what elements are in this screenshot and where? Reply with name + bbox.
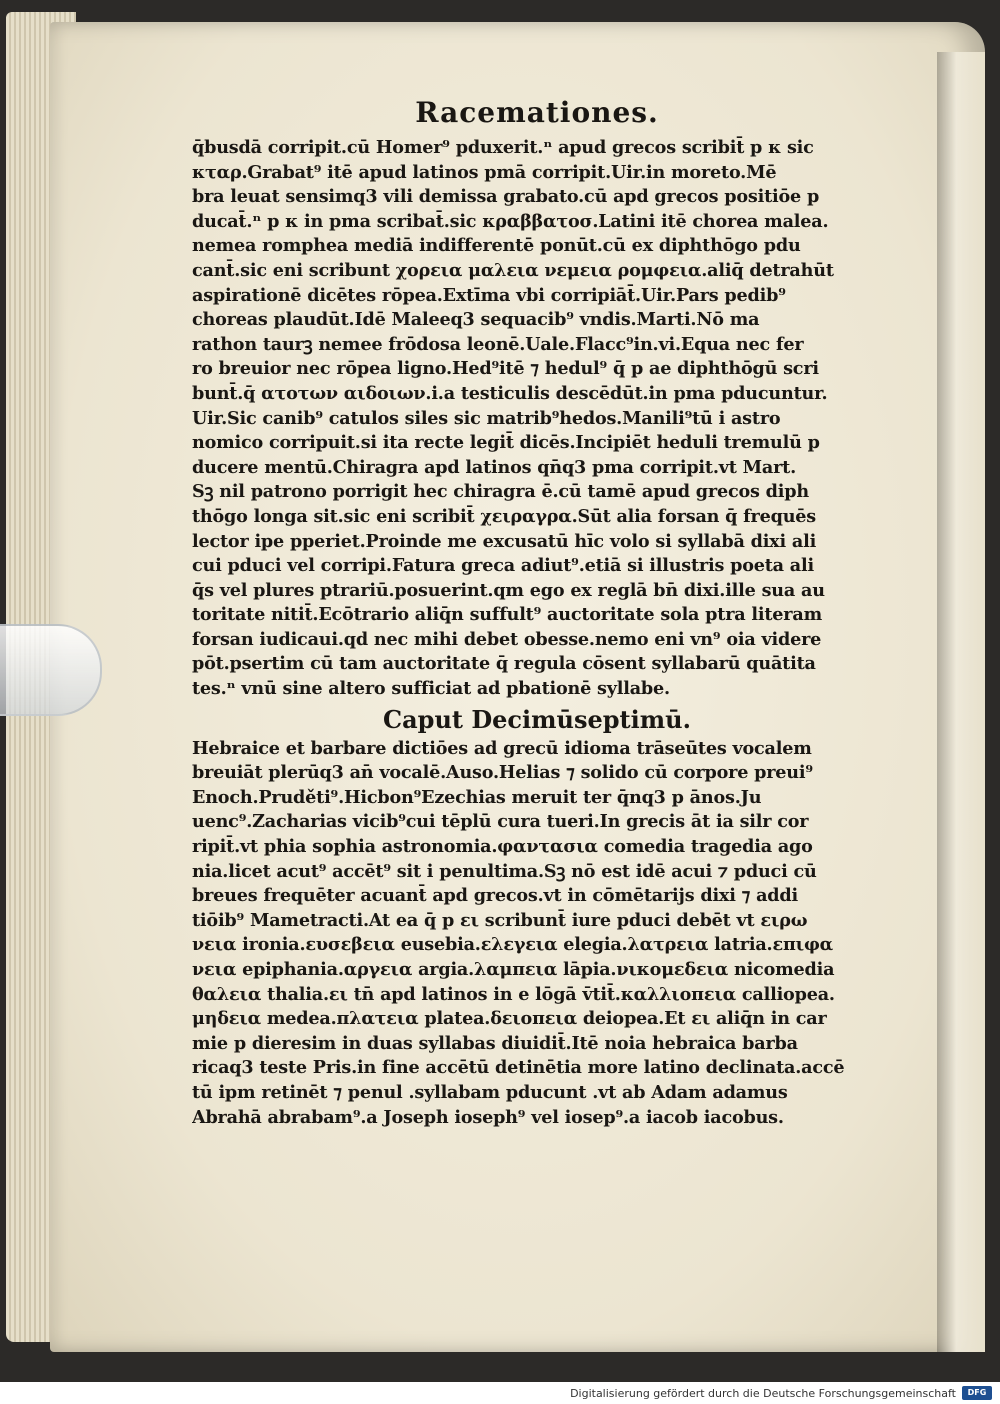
text-line: q̄busdā corripit.cū Homer⁹ pduxerit.ⁿ apud grecos scribit̄ p κ sic [192,137,814,158]
text-line: ripit̄.vt phia sophia astronomia.φαντασια comedia tragedia ago [192,836,813,858]
text-line: cant̄.sic eni scribunt χορεια μαλεια νεμεια ρομφεια.aliq̄ detrahūt [192,259,834,281]
text-line: nia.licet acut⁹ accēt⁹ sit i penultima.Sꝫ nō est idē acui ⁊ pduci cū [192,860,817,882]
text-block [192,96,882,1130]
text-line: θαλεια thalia.ει tn̄ apd latinos in e lōgā v̄tit̄.καλλιοπεια calliopea. [192,983,835,1005]
text-line: forsan iudicaui.qd nec mihi debet obesse.nemo eni vn⁹ oia videre [192,628,822,650]
text-line: bunt̄.q̄ ατοτων αιδοιων.i.a testiculis descēdūt.in pma pducuntur. [192,382,828,404]
text-line: Sꝫ nil patrono porrigit hec chiragra ē.cū tamē apud grecos diph [192,481,809,503]
text-line: κταρ.Grabat⁹ itē apud latinos pmā corripit.Uir.in moreto.Mē [192,161,777,183]
text-line: ro breuior nec rōpea ligno.Hed⁹itē ⁊ hedul⁹ q̄ p ae diphthōgū scri [192,358,819,380]
text-line: Abrahā abrabam⁹.a Joseph ioseph⁹ vel iosep⁹.a iacob iacobus. [192,1106,784,1128]
text-line: νεια ironia.ευσεβεια eusebia.ελεγεια elegia.λατρεια latria.επιφα [192,934,834,956]
text-line: breues frequēter acuant̄ apd grecos.vt in cōmētarijs dixi ⁊ addi [192,885,798,907]
text-line: ducere mentū.Chiragra apd latinos qn̄q3 pma corripit.vt Mart. [192,456,797,478]
text-line: nomico corripuit.si ita recte legit̄ dicēs.Incipiēt heduli tremulū p [192,432,820,454]
text-line: Enoch.Pruděti⁹.Hicbon⁹Ezechias meruit ter q̄nq3 p ānos.Ju [192,786,762,808]
text-line: uenc⁹.Zacharias vicib⁹cui tēplū cura tueri.In grecis āt ia silr cor [192,811,809,833]
text-line: nemea romphea mediā indifferentē ponūt.cū ex diphthōgo pdu [192,235,801,257]
chapter-heading: Caput Decimūseptimū. [383,704,691,734]
text-line: rathon taurꝫ nemee frōdosa leonē.Uale.Flacc⁹in.vi.Equa nec fer [192,333,804,355]
footer [0,1382,1000,1404]
text-line: bra leuat sensimq3 vili demissa grabato.cū apd grecos positiōe p [192,186,820,208]
text-line: Uir.Sic canib⁹ catulos siles sic matrib⁹hedos.Manili⁹tū i astro [192,407,781,429]
text-line: Hebraice et barbare dictiōes ad grecū idioma trāseūtes vocalem [192,737,812,759]
text-line: aspirationē dicētes rōpea.Extīma vbi corripiāt̄.Uir.Pars pedib⁹ [192,284,786,306]
text-line: ducat̄.ⁿ p κ in pma scribat̄.sic κραββατοσ.Latini itē chorea malea. [192,210,829,232]
page-gutter-curl [937,52,985,1352]
text-line: thōgo longa sit.sic eni scribit̄ χειραγρα.Sūt alia forsan q̄ frequēs [192,505,817,527]
running-head: Racemationes. [415,96,659,129]
paragraph-2 [192,737,882,1131]
text-line: μηδεια medea.πλατεια platea.δειοπεια deiopea.Et ει aliq̄n in car [192,1008,827,1030]
paragraph-1 [192,136,882,702]
text-line: pōt.psertim cū tam auctoritate q̄ regula cōsent syllabarū quātita [192,653,816,675]
text-line: cui pduci vel corripi.Fatura greca adiut⁹.etiā si illustris poeta ali [192,555,814,577]
text-line: tū ipm retinēt ⁊ penul .syllabam pducunt .vt ab Adam adamus [192,1081,788,1103]
text-line: mie p dieresim in duas syllabas diuidit̄.Itē noia hebraica barba [192,1032,798,1054]
footer-credit: Digitalisierung gefördert durch die Deutsche Forschungsgemeinschaft [570,1387,956,1400]
text-line: toritate nitit̄.Ecōtrario aliq̄n suffult⁹ auctoritate sola ptra literam [192,604,822,626]
text-line: tes.ⁿ vnū sine altero sufficiat ad pbationē syllabe. [192,678,670,700]
text-line: choreas plaudūt.Idē Maleeq3 sequacib⁹ vndis.Marti.Nō ma [192,309,760,331]
text-line: tiōib⁹ Mametracti.At ea q̄ p ει scribunt̄ iure pduci debēt vt ειρω [192,909,808,931]
text-line: breuiāt plerūq3 an̄ vocalē.Auso.Helias ⁊ solido cū corpore preui⁹ [192,762,813,784]
text-line: ricaq3 teste Pris.in fine accētū detinētia more latino declinata.accē [192,1057,845,1079]
text-line: νεια epiphania.αργεια argia.λαμπεια lāpia.νικομεδεια nicomedia [192,959,835,980]
dfg-logo: DFG [962,1386,992,1400]
bookmark-clip [0,624,102,716]
text-line: q̄s vel plures ptrariū.posuerint.qm ego ex reglā bn̄ dixi.ille sua au [192,579,825,601]
text-line: lector ipe pperiet.Proinde me excusatū hīc volo si syllabā dixi ali [192,530,817,552]
